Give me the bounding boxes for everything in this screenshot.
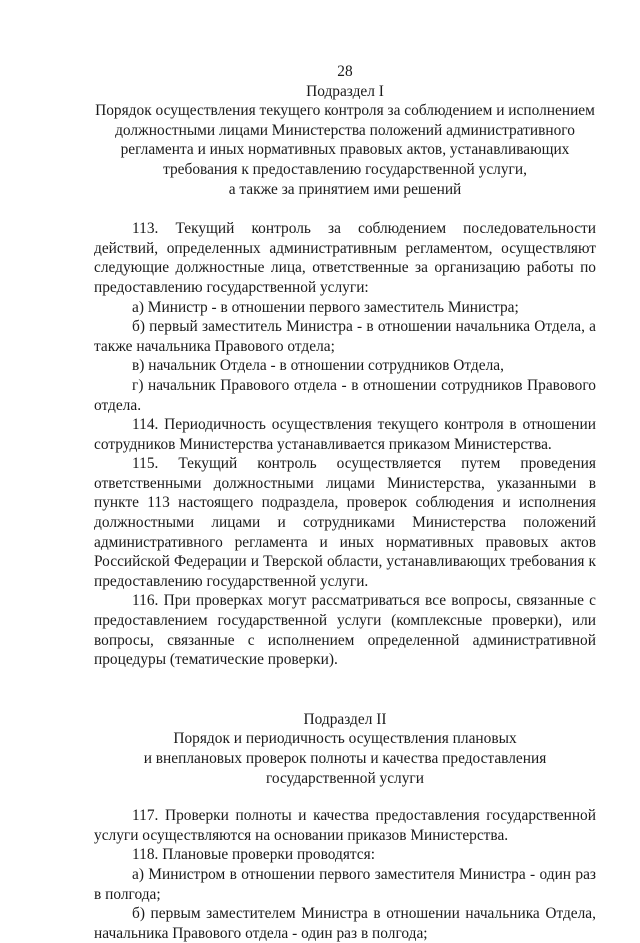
heading-line: Порядок осуществления текущего контроля за соблюдением и исполнением [95,102,595,120]
list-item: в) начальник Отдела - в отношении сотрудников Отдела, [132,357,504,375]
subsection-1-label: Подраздел I [306,82,384,100]
subsection-2-heading [94,729,596,788]
heading-line: должностными лицами Министерства положений административного [115,121,575,139]
subsection-2-label: Подраздел II [303,710,387,728]
heading-line: государственной услуги [266,769,424,787]
list-item: б) первым заместителем Министра в отношении начальника Отдела, начальника Правового отдела - один раз в полгода; [94,905,596,942]
paragraph-114: 114. Периодичность осуществления текущего контроля в отношении сотрудников Министерства устанавливается приказом Министерства. [94,416,596,453]
page-number: 28 [337,63,353,80]
list-item: б) первый заместитель Министра - в отношении начальника Отдела, а также начальника Правового отдела; [94,318,596,355]
heading-line: регламента и иных нормативных правовых актов, устанавливающих [120,141,570,159]
heading-line: требования к предоставлению государственной услуги, [163,160,527,178]
paragraph-113: 113. Текущий контроль за соблюдением последовательности действий, определенных административным регламентом, осуществляют следующие должностные лица, ответственные за организацию работы по предоставлению государственной услуги: [94,220,596,296]
subsection-1-heading [94,101,596,199]
paragraph-115: 115. Текущий контроль осуществляется путем проведения ответственными должностными лицами Министерства, указанными в пункте 113 настоящего подраздела, проверок соблюдения и исполнения должностными лицами и сотрудниками Министерства положений административного регламента и иных нормативных правовых актов Российской Федерации и Тверской области, устанавливающих требования к предоставлению государственной услуги. [94,455,596,590]
paragraph-116: 116. При проверках могут рассматриваться все вопросы, связанные с предоставлением государственной услуги (комплексные проверки), или вопросы, связанные с исполнением определенной административной процедуры (тематические проверки). [94,592,596,669]
list-item: а) Министром в отношении первого заместителя Министра - один раз в полгода; [94,865,596,903]
document-page [94,62,596,943]
paragraph-117: 117. Проверки полноты и качества предоставления государственной услуги осуществляются на основании приказов Министерства. [94,807,596,844]
list-item: а) Министр - в отношении первого заместитель Министра; [132,298,519,316]
paragraph-118: 118. Плановые проверки проводятся: [132,846,375,864]
heading-line: и внеплановых проверок полноты и качества предоставления [143,750,547,767]
heading-line: а также за принятием ими решений [228,180,462,198]
list-item: г) начальник Правового отдела - в отношении сотрудников Правового отдела. [94,376,596,414]
heading-line: Порядок и периодичность осуществления плановых [173,730,517,748]
